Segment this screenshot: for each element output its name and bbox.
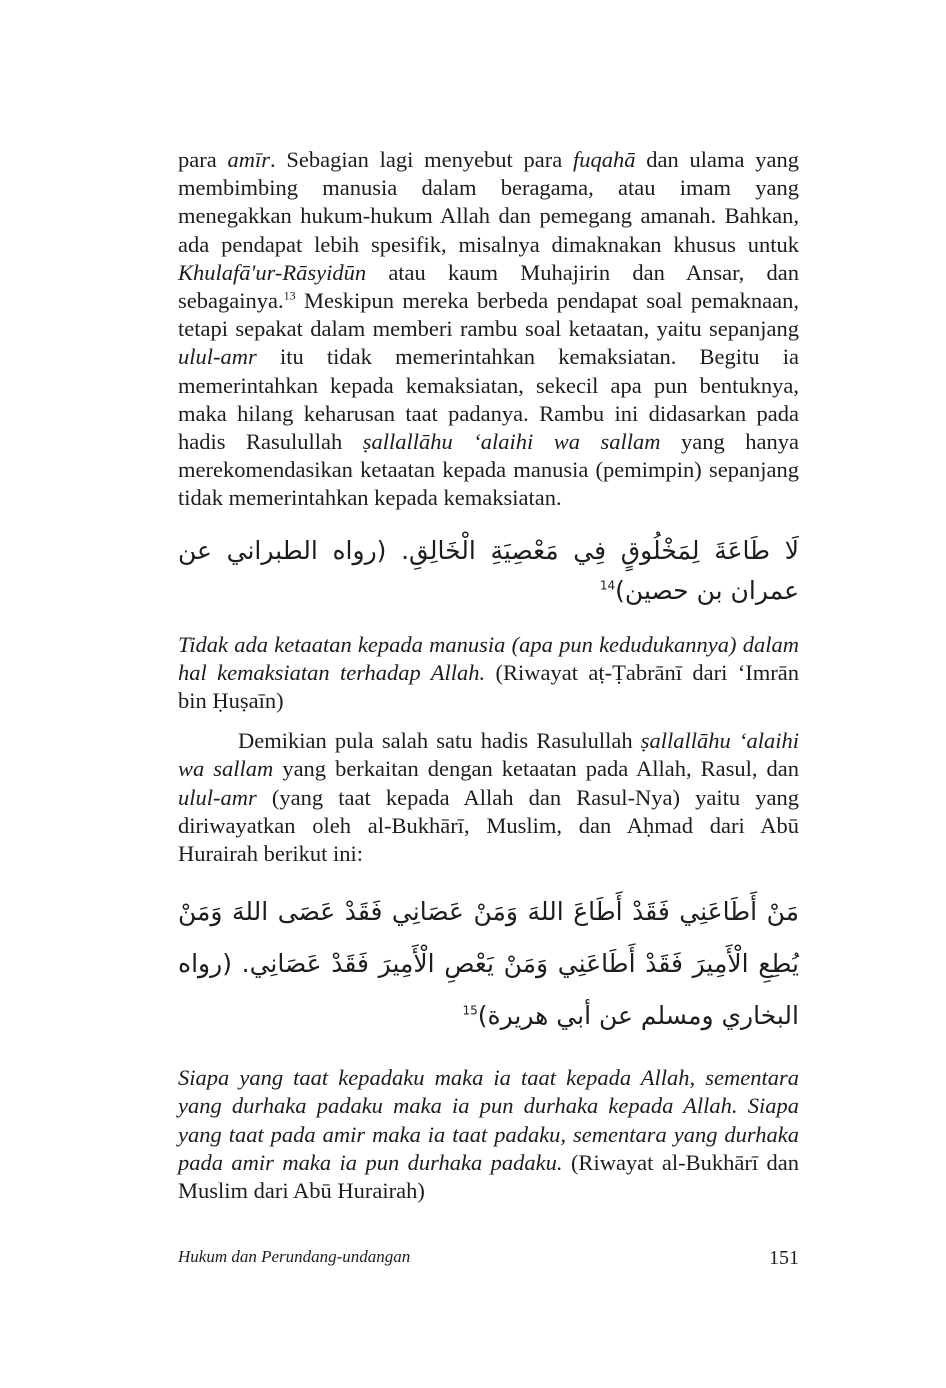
hadith-source: (Riwayat aṭ-Ṭabrānī dari ‘Imrān bin Ḥuṣaīn) bbox=[178, 659, 799, 714]
hadith-1-translation bbox=[178, 631, 799, 716]
text-run: para bbox=[178, 147, 228, 172]
page-footer bbox=[178, 1247, 799, 1270]
paragraph-2 bbox=[178, 727, 799, 868]
italic-term: fuqahā bbox=[573, 147, 636, 172]
hadith-2-arabic bbox=[178, 886, 799, 1042]
text-run: Meskipun mereka berbeda pendapat soal pemaknaan, tetapi sepakat dalam memberi rambu soal ketaatan, yaitu sepanjang bbox=[178, 288, 799, 342]
text-run: . Sebagian lagi menyebut para bbox=[269, 147, 574, 172]
footnote-ref-15[interactable]: 15 bbox=[462, 1003, 478, 1018]
page-number: 151 bbox=[769, 1247, 799, 1269]
running-title: Hukum dan Perundang-undangan bbox=[178, 1247, 411, 1266]
text-run: dan ulama yang membimbing manusia dalam beragama, atau imam yang menegakkan hukum-hukum Allah dan pemegang amanah. Bahkan, ada pendapat lebih spesifik, misalnya dimaknakan khusus untuk bbox=[178, 147, 800, 257]
footnote-ref-13[interactable]: 13 bbox=[283, 288, 296, 303]
text-run: Demikian pula salah satu hadis Rasulullah bbox=[238, 728, 641, 754]
arabic-text: مَنْ أَطَاعَنِي فَقَدْ أَطَاعَ اللهَ وَمَنْ عَصَانِي فَقَدْ عَصَى اللهَ وَمَنْ يُطِعِ الْأَمِيرَ فَقَدْ أَطَاعَنِي وَمَنْ يَعْصِ الْأَمِيرَ فَقَدْ عَصَانِي. (رواه البخاري ومسلم عن أبي هريرة) bbox=[178, 897, 799, 1031]
italic-term: Khulafā'ur-Rāsyidūn bbox=[178, 259, 367, 285]
paragraph-1 bbox=[178, 146, 799, 513]
italic-term: ulul-amr bbox=[178, 784, 257, 810]
italic-term: ṣallallāhu ‘alaihi wa sallam bbox=[362, 429, 661, 455]
hadith-2-translation bbox=[178, 1064, 799, 1205]
translation-text: Tidak ada ketaatan kepada manusia (apa pun kedudukannya) dalam hal kemaksiatan terhadap Allah. bbox=[178, 631, 799, 685]
hadith-source: (Riwayat al-Bukhārī dan Muslim dari Abū Hurairah) bbox=[178, 1149, 799, 1204]
hadith-1-arabic bbox=[178, 531, 799, 611]
italic-term: ṣallallāhu ‘alaihi wa sallam bbox=[178, 728, 799, 782]
text-run: (yang taat kepada Allah dan Rasul-Nya) yaitu yang diriwayatkan oleh al-Bukhārī, Muslim, dan Aḥmad dari Abū Hurairah berikut ini: bbox=[178, 784, 799, 867]
italic-term: amīr bbox=[227, 147, 270, 172]
footnote-ref-14[interactable]: 14 bbox=[599, 578, 616, 593]
translation-text: Siapa yang taat kepadaku maka ia taat kepada Allah, sementara yang durhaka padaku maka ia pun durhaka kepada Allah. Siapa yang taat pada amir maka ia taat padaku, sementara yang durhaka pada amir maka ia pun durhaka padaku. bbox=[178, 1065, 799, 1175]
text-run: itu tidak memerintahkan kemaksiatan. Begitu ia memerintahkan kepada kemaksiatan, sekecil apa pun bentuknya, maka hilang keharusan taat padanya. Rambu ini didasarkan pada hadis Rasulullah bbox=[178, 344, 799, 455]
text-run: yang hanya merekomendasikan ketaatan kepada manusia (pemimpin) sepanjang tidak memerintahkan kepada kemaksiatan. bbox=[178, 429, 799, 511]
page-body bbox=[178, 146, 799, 1205]
italic-term: ulul-amr bbox=[178, 344, 257, 370]
arabic-text: لَا طَاعَةَ لِمَخْلُوقٍ فِي مَعْصِيَةِ الْخَالِقِ. (رواه الطبراني عن عمران بن حصين) bbox=[178, 535, 799, 605]
text-run: atau kaum Muhajirin dan Ansar, dan sebagainya. bbox=[178, 259, 799, 314]
text-run: yang berkaitan dengan ketaatan pada Allah, Rasul, dan bbox=[273, 756, 800, 782]
